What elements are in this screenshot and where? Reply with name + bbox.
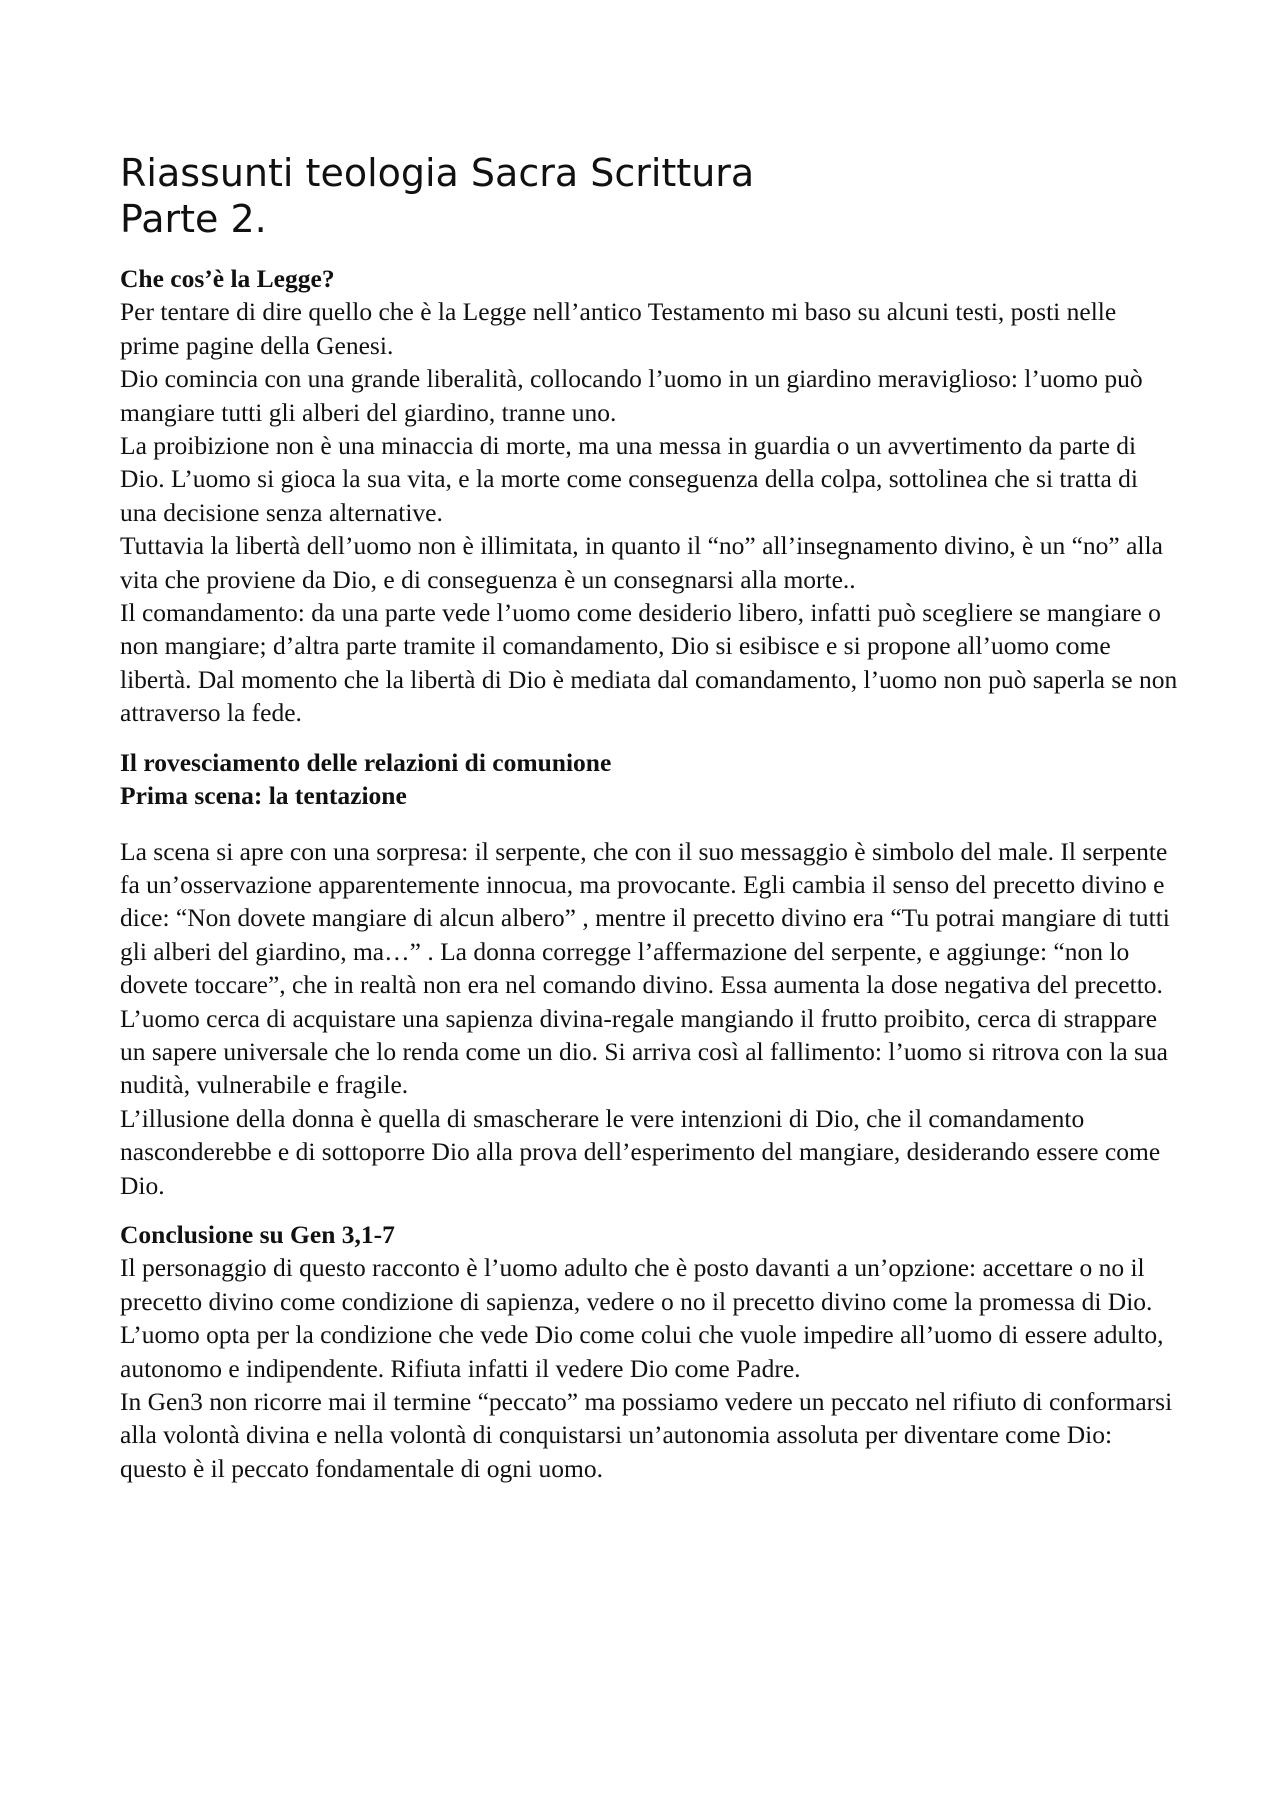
paragraph: Tuttavia la libertà dell’uomo non è illimitata, in quanto il “no” all’insegnamento divino, è un “no” alla vita che proviene da Dio, e di conseguenza è un consegnarsi alla morte..	[120, 531, 1163, 594]
section-heading: Il rovesciamento delle relazioni di comunione	[120, 747, 612, 777]
section-legge	[120, 262, 1180, 730]
section-conclusione	[120, 1218, 1180, 1485]
section-heading: Conclusione su Gen 3,1-7	[120, 1219, 395, 1249]
paragraph: L’illusione della donna è quella di smascherare le vere intenzioni di Dio, che il comandamento nasconderebbe e di sottoporre Dio alla prova dell’esperimento del mangiare, desiderando essere come Dio.	[120, 1103, 1161, 1200]
paragraph: La proibizione non è una minaccia di morte, ma una messa in guardia o un avvertimento da parte di Dio. L’uomo si gioca la sua vita, e la morte come conseguenza della colpa, sottolinea che si tratta di una decisione senza alternative.	[120, 431, 1139, 527]
section-rovesciamento	[120, 746, 1180, 1202]
document-page	[120, 150, 1180, 1485]
blank-line	[120, 813, 1180, 835]
paragraph: Per tentare di dire quello che è la Legge nell’antico Testamento mi baso su alcuni testi, posti nelle prime pagine della Genesi.	[120, 297, 1117, 360]
section-heading: Che cos’è la Legge?	[120, 264, 335, 293]
paragraph: In Gen3 non ricorre mai il termine “peccato” ma possiamo vedere un peccato nel rifiuto di conformarsi alla volontà divina e nella volontà di conquistarsi un’autonomia assoluta per diventare come Dio: questo è il peccato fondamentale di ogni uomo.	[120, 1387, 1173, 1483]
section-subheading: Prima scena: la tentazione	[120, 781, 407, 811]
paragraph: Il personaggio di questo racconto è l’uomo adulto che è posto davanti a un’opzione: accettare o no il precetto divino come condizione di sapienza, vedere o no il precetto divino come la promessa di Dio. L’uomo opta per la condizione che vede Dio come colui che vuole impedire all’uomo di essere adulto, autonomo e indipendente. Rifiuta infatti il vedere Dio come Padre.	[120, 1253, 1164, 1383]
paragraph: Dio comincia con una grande liberalità, collocando l’uomo in un giardino meraviglioso: l’uomo può mangiare tutti gli alberi del giardino, tranne uno.	[120, 364, 1143, 427]
document-title	[120, 150, 1180, 242]
title-line-2: Parte 2.	[120, 197, 267, 241]
paragraph: La scena si apre con una sorpresa: il serpente, che con il suo messaggio è simbolo del male. Il serpente fa un’osservazione apparentemente innocua, ma provocante. Egli cambia il senso del precetto divino e dice: “Non dovete mangiare di alcun albero” , mentre il precetto divino era “Tu potrai mangiare di tutti gli alberi del giardino, ma…” . La donna corregge l’affermazione del serpente, e aggiunge: “non lo dovete toccare”, che in realtà non era nel comando divino. Essa aumenta la dose negativa del precetto.	[120, 836, 1170, 1000]
paragraph: Il comandamento: da una parte vede l’uomo come desiderio libero, infatti può scegliere se mangiare o non mangiare; d’altra parte tramite il comandamento, Dio si esibisce e si propone all’uomo come libertà. Dal momento che la libertà di Dio è mediata dal comandamento, l’uomo non può saperla se non attraverso la fede.	[120, 598, 1178, 728]
title-line-1: Riassunti teologia Sacra Scrittura	[120, 151, 755, 195]
paragraph: L’uomo cerca di acquistare una sapienza divina-regale mangiando il frutto proibito, cerca di strappare un sapere universale che lo renda come un dio. Si arriva così al fallimento: l’uomo si ritrova con la sua nudità, vulnerabile e fragile.	[120, 1003, 1169, 1100]
